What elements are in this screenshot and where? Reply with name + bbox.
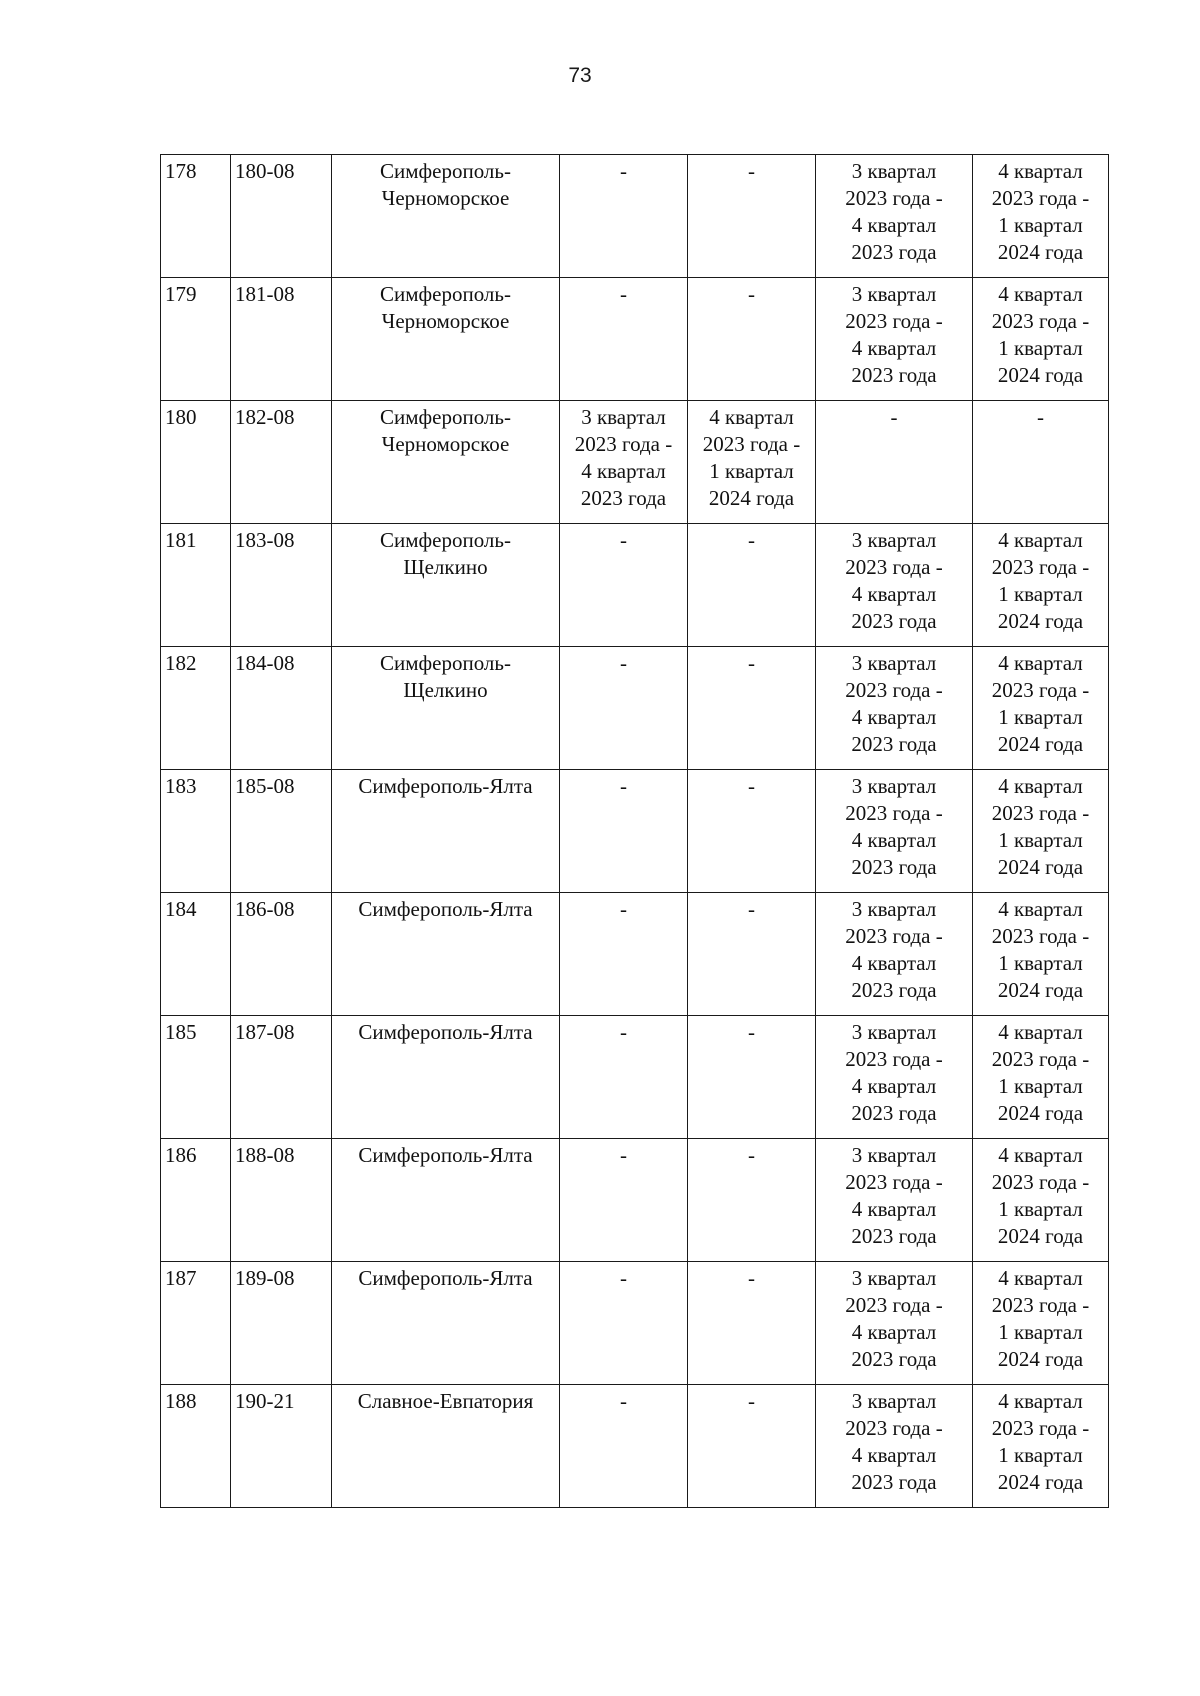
cell-text-line: 2023 года: [851, 1347, 937, 1371]
route-code-cell: 186-08: [231, 893, 332, 1016]
period-col-4-cell: [560, 1016, 688, 1139]
period-col-6-cell: [816, 155, 973, 278]
table-row: [161, 893, 1109, 1016]
cell-text-line: 4 квартал: [998, 282, 1083, 306]
cell-text-line: 2023 года -: [574, 432, 673, 456]
period-col-7-cell: [973, 1139, 1109, 1262]
cell-text-line: 2023 года: [851, 1470, 937, 1494]
cell-text-line: 2023 года -: [991, 186, 1090, 210]
period-col-7-cell: [973, 893, 1109, 1016]
cell-text-line: Щелкино: [403, 555, 488, 579]
period-col-7-cell: [973, 278, 1109, 401]
period-col-6-cell: [816, 1139, 973, 1262]
cell-text-line: 2023 года -: [845, 1293, 943, 1317]
period-col-4-cell: [560, 524, 688, 647]
cell-text-line: 2023 года -: [845, 1416, 943, 1440]
cell-text-line: 4 квартал: [581, 459, 666, 483]
cell-text-line: 2023 года -: [991, 555, 1090, 579]
period-col-6-cell: [816, 401, 973, 524]
cell-text-line: 2024 года: [997, 609, 1084, 633]
cell-text-line: 3 квартал: [851, 651, 937, 675]
cell-text-line: -: [748, 528, 755, 552]
cell-text-line: 3 квартал: [851, 282, 937, 306]
cell-text-line: -: [620, 1389, 627, 1413]
period-col-5-cell: [688, 401, 816, 524]
cell-text-line: -: [748, 1266, 755, 1290]
cell-text-line: 2023 года: [580, 486, 667, 510]
cell-text-line: 1 квартал: [998, 336, 1083, 360]
period-col-6-cell: [816, 647, 973, 770]
period-col-6-cell: [816, 278, 973, 401]
cell-text-line: 2024 года: [708, 486, 795, 510]
table-row: [161, 524, 1109, 647]
cell-text-line: Симферополь-: [380, 159, 511, 183]
period-col-6-cell: [816, 1016, 973, 1139]
cell-text-line: 2023 года -: [991, 309, 1090, 333]
cell-text-line: 4 квартал: [851, 213, 937, 237]
period-col-4-cell: [560, 155, 688, 278]
cell-text-line: 4 квартал: [851, 1443, 937, 1467]
period-col-6-cell: [816, 1385, 973, 1508]
table-row: [161, 278, 1109, 401]
table-body: [161, 155, 1109, 1508]
cell-text-line: -: [748, 897, 755, 921]
cell-text-line: 2023 года: [851, 240, 937, 264]
cell-text-line: 1 квартал: [998, 1443, 1083, 1467]
route-name-cell: [332, 1262, 560, 1385]
cell-text-line: 2023 года: [851, 363, 937, 387]
cell-text-line: -: [748, 159, 755, 183]
cell-text-line: 4 квартал: [998, 159, 1083, 183]
table-row: [161, 647, 1109, 770]
row-number-cell: 181: [161, 524, 231, 647]
cell-text-line: 4 квартал: [851, 1197, 937, 1221]
row-number-cell: 178: [161, 155, 231, 278]
period-col-7-cell: [973, 770, 1109, 893]
cell-text-line: 4 квартал: [709, 405, 794, 429]
period-col-7-cell: [973, 1016, 1109, 1139]
cell-text-line: 2023 года: [851, 1224, 937, 1248]
cell-text-line: Симферополь-Ялта: [358, 774, 533, 798]
cell-text-line: Симферополь-Ялта: [358, 1266, 533, 1290]
cell-text-line: 2023 года: [851, 1101, 937, 1125]
route-name-cell: [332, 1385, 560, 1508]
table-row: [161, 770, 1109, 893]
cell-text-line: 3 квартал: [581, 405, 666, 429]
cell-text-line: -: [748, 282, 755, 306]
cell-text-line: 2024 года: [997, 978, 1084, 1002]
cell-text-line: -: [620, 1266, 627, 1290]
period-col-6-cell: [816, 770, 973, 893]
period-col-5-cell: [688, 1385, 816, 1508]
route-name-cell: [332, 1016, 560, 1139]
route-name-cell: [332, 1139, 560, 1262]
period-col-4-cell: [560, 647, 688, 770]
period-col-6-cell: [816, 1262, 973, 1385]
cell-text-line: 4 квартал: [851, 705, 937, 729]
cell-text-line: 2024 года: [997, 1101, 1084, 1125]
cell-text-line: 1 квартал: [998, 705, 1083, 729]
cell-text-line: 4 квартал: [998, 1143, 1083, 1167]
cell-text-line: 2023 года -: [991, 1047, 1090, 1071]
cell-text-line: 2023 года -: [845, 186, 943, 210]
cell-text-line: 3 квартал: [851, 159, 937, 183]
cell-text-line: 4 квартал: [851, 1074, 937, 1098]
period-col-5-cell: [688, 1262, 816, 1385]
cell-text-line: 2023 года -: [845, 1170, 943, 1194]
cell-text-line: 1 квартал: [998, 582, 1083, 606]
period-col-5-cell: [688, 893, 816, 1016]
period-col-7-cell: [973, 1262, 1109, 1385]
cell-text-line: -: [620, 651, 627, 675]
cell-text-line: 2023 года -: [845, 678, 943, 702]
cell-text-line: 2023 года -: [845, 801, 943, 825]
period-col-5-cell: [688, 155, 816, 278]
cell-text-line: 1 квартал: [998, 828, 1083, 852]
cell-text-line: 4 квартал: [998, 1389, 1083, 1413]
period-col-4-cell: [560, 1139, 688, 1262]
cell-text-line: -: [620, 774, 627, 798]
cell-text-line: Симферополь-: [380, 282, 511, 306]
cell-text-line: -: [748, 774, 755, 798]
cell-text-line: 2024 года: [997, 240, 1084, 264]
period-col-4-cell: [560, 1385, 688, 1508]
cell-text-line: -: [748, 1020, 755, 1044]
cell-text-line: -: [620, 897, 627, 921]
cell-text-line: Щелкино: [403, 678, 488, 702]
cell-text-line: 2024 года: [997, 1224, 1084, 1248]
route-name-cell: [332, 770, 560, 893]
period-col-5-cell: [688, 1139, 816, 1262]
cell-text-line: Черноморское: [381, 309, 510, 333]
table-row: [161, 1139, 1109, 1262]
row-number-cell: 184: [161, 893, 231, 1016]
cell-text-line: 4 квартал: [851, 582, 937, 606]
cell-text-line: 3 квартал: [851, 1266, 937, 1290]
route-code-cell: 183-08: [231, 524, 332, 647]
cell-text-line: 3 квартал: [851, 1020, 937, 1044]
cell-text-line: 1 квартал: [709, 459, 794, 483]
period-col-7-cell: [973, 524, 1109, 647]
cell-text-line: 4 квартал: [998, 774, 1083, 798]
period-col-5-cell: [688, 278, 816, 401]
period-col-7-cell: [973, 1385, 1109, 1508]
cell-text-line: 4 квартал: [851, 336, 937, 360]
period-col-7-cell: [973, 155, 1109, 278]
cell-text-line: 2023 года -: [845, 924, 943, 948]
cell-text-line: Черноморское: [381, 186, 510, 210]
route-code-cell: 182-08: [231, 401, 332, 524]
route-code-cell: 188-08: [231, 1139, 332, 1262]
row-number-cell: 183: [161, 770, 231, 893]
route-code-cell: 184-08: [231, 647, 332, 770]
row-number-cell: 179: [161, 278, 231, 401]
cell-text-line: 1 квартал: [998, 1074, 1083, 1098]
period-col-4-cell: [560, 893, 688, 1016]
route-schedule-table: [160, 154, 1109, 1508]
route-code-cell: 187-08: [231, 1016, 332, 1139]
period-col-5-cell: [688, 770, 816, 893]
period-col-4-cell: [560, 401, 688, 524]
cell-text-line: Симферополь-: [380, 528, 511, 552]
cell-text-line: 2023 года: [851, 978, 937, 1002]
cell-text-line: -: [620, 1020, 627, 1044]
cell-text-line: -: [748, 651, 755, 675]
table-row: [161, 1016, 1109, 1139]
route-code-cell: 181-08: [231, 278, 332, 401]
cell-text-line: 3 квартал: [851, 1143, 937, 1167]
cell-text-line: 1 квартал: [998, 1320, 1083, 1344]
cell-text-line: 2023 года -: [991, 924, 1090, 948]
period-col-7-cell: [973, 647, 1109, 770]
period-col-4-cell: [560, 1262, 688, 1385]
cell-text-line: 2024 года: [997, 732, 1084, 756]
cell-text-line: -: [620, 282, 627, 306]
cell-text-line: 4 квартал: [998, 1020, 1083, 1044]
cell-text-line: 2023 года -: [991, 678, 1090, 702]
cell-text-line: Симферополь-Ялта: [358, 1020, 533, 1044]
cell-text-line: 2023 года -: [991, 1293, 1090, 1317]
cell-text-line: 2023 года -: [991, 1170, 1090, 1194]
route-name-cell: [332, 524, 560, 647]
route-name-cell: [332, 893, 560, 1016]
period-col-4-cell: [560, 278, 688, 401]
period-col-5-cell: [688, 647, 816, 770]
cell-text-line: Славное-Евпатория: [357, 1389, 534, 1413]
table-row: [161, 1385, 1109, 1508]
cell-text-line: 2023 года: [851, 855, 937, 879]
cell-text-line: 1 квартал: [998, 951, 1083, 975]
cell-text-line: 4 квартал: [998, 651, 1083, 675]
row-number-cell: 185: [161, 1016, 231, 1139]
cell-text-line: 1 квартал: [998, 213, 1083, 237]
cell-text-line: 2023 года -: [991, 801, 1090, 825]
cell-text-line: 4 квартал: [998, 897, 1083, 921]
cell-text-line: 2023 года: [851, 732, 937, 756]
cell-text-line: -: [620, 159, 627, 183]
table-row: [161, 401, 1109, 524]
period-col-5-cell: [688, 1016, 816, 1139]
cell-text-line: 3 квартал: [851, 774, 937, 798]
period-col-7-cell: [973, 401, 1109, 524]
route-code-cell: 185-08: [231, 770, 332, 893]
cell-text-line: Симферополь-Ялта: [358, 1143, 533, 1167]
period-col-6-cell: [816, 524, 973, 647]
cell-text-line: 2024 года: [997, 1347, 1084, 1371]
cell-text-line: 3 квартал: [851, 1389, 937, 1413]
cell-text-line: 2024 года: [997, 363, 1084, 387]
period-col-5-cell: [688, 524, 816, 647]
cell-text-line: 4 квартал: [851, 1320, 937, 1344]
cell-text-line: Симферополь-Ялта: [358, 897, 533, 921]
row-number-cell: 180: [161, 401, 231, 524]
row-number-cell: 188: [161, 1385, 231, 1508]
cell-text-line: 4 квартал: [851, 828, 937, 852]
cell-text-line: Симферополь-: [380, 405, 511, 429]
cell-text-line: 2023 года -: [845, 1047, 943, 1071]
cell-text-line: -: [1037, 405, 1044, 429]
cell-text-line: 2023 года -: [845, 555, 943, 579]
row-number-cell: 186: [161, 1139, 231, 1262]
route-code-cell: 189-08: [231, 1262, 332, 1385]
cell-text-line: -: [620, 528, 627, 552]
cell-text-line: -: [748, 1389, 755, 1413]
cell-text-line: 2023 года -: [991, 1416, 1090, 1440]
table-row: [161, 155, 1109, 278]
route-name-cell: [332, 401, 560, 524]
cell-text-line: 4 квартал: [998, 1266, 1083, 1290]
cell-text-line: 2023 года -: [702, 432, 801, 456]
cell-text-line: -: [748, 1143, 755, 1167]
page-number: 73: [568, 64, 592, 87]
row-number-cell: 182: [161, 647, 231, 770]
cell-text-line: -: [890, 405, 898, 429]
cell-text-line: 3 квартал: [851, 897, 937, 921]
cell-text-line: 2023 года -: [845, 309, 943, 333]
cell-text-line: 4 квартал: [998, 528, 1083, 552]
route-name-cell: [332, 278, 560, 401]
cell-text-line: 2024 года: [997, 1470, 1084, 1494]
row-number-cell: 187: [161, 1262, 231, 1385]
cell-text-line: 2024 года: [997, 855, 1084, 879]
route-code-cell: 180-08: [231, 155, 332, 278]
cell-text-line: -: [620, 1143, 627, 1167]
cell-text-line: 2023 года: [851, 609, 937, 633]
route-code-cell: 190-21: [231, 1385, 332, 1508]
cell-text-line: 3 квартал: [851, 528, 937, 552]
cell-text-line: 1 квартал: [998, 1197, 1083, 1221]
cell-text-line: Симферополь-: [380, 651, 511, 675]
cell-text-line: 4 квартал: [851, 951, 937, 975]
period-col-6-cell: [816, 893, 973, 1016]
route-name-cell: [332, 647, 560, 770]
table-row: [161, 1262, 1109, 1385]
period-col-4-cell: [560, 770, 688, 893]
route-name-cell: [332, 155, 560, 278]
cell-text-line: Черноморское: [381, 432, 510, 456]
